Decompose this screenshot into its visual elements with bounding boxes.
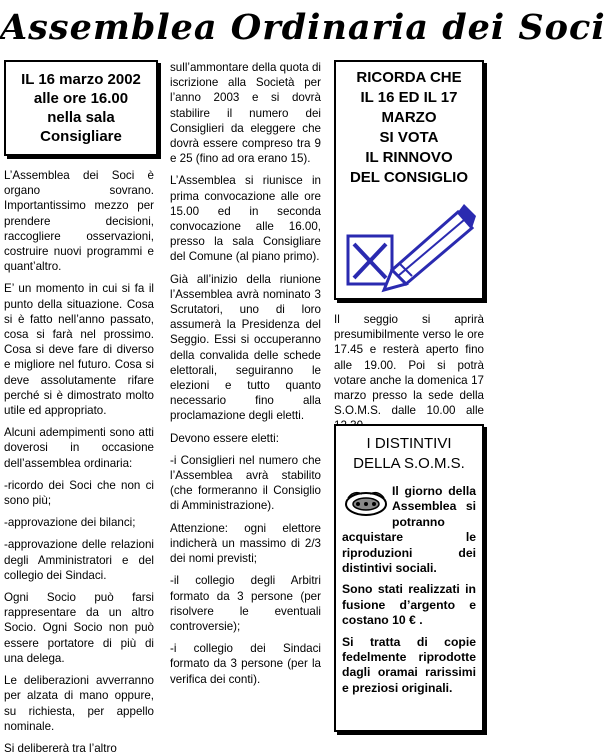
date-line-1: IL 16 marzo 2002 <box>21 71 141 88</box>
reminder-line-5: IL RINNOVO <box>365 149 453 166</box>
ballot-pen-icon <box>340 190 478 294</box>
paragraph: -i Consiglieri nel numero che l’Assemblea avrà stabilito (che formeranno il Consiglio di Amministrazione). <box>170 453 321 513</box>
date-line-2: alle ore 16.00 <box>33 90 129 107</box>
date-line-3: nella sala <box>47 109 115 126</box>
paragraph: Alcuni adempimenti sono atti doverosi in occasione dell’assemblea ordinaria: <box>4 426 154 470</box>
paragraph: -i collegio dei Sindaci formato da 3 persone (per la verifica dei conti). <box>170 642 321 686</box>
article-column-1 <box>4 168 154 755</box>
paragraph: L’Assemblea dei Soci è organo sovrano. Importantissimo mezzo per prendere decisioni, raccogliere osservazioni, costruire nuovi programmi e quant’altro. <box>4 169 154 274</box>
badges-box <box>334 424 484 732</box>
article-column-3 <box>334 312 484 420</box>
paragraph: Già all’inizio della riunione l’Assemblea avrà nominato 3 Scrutatori, uno di loro assumerà la Presidenza del Seggio. Essi si occuperanno della convalida delle schede elettorali, seguiranno le elezioni e tutto quanto necessario fino alla proclamazione degli eletti. <box>170 272 321 423</box>
reminder-line-3: MARZO <box>381 109 437 126</box>
article-column-2 <box>170 60 321 734</box>
date-line-4: Consigliare <box>40 128 122 145</box>
page-title: Assemblea Ordinaria dei Soci <box>0 7 606 48</box>
badges-heading-1: I DISTINTIVI <box>366 435 452 452</box>
reminder-line-4: SI VOTA <box>379 129 439 146</box>
badges-paragraph-2: Sono stati realizzati in fusione d’argento e costano 10 € . <box>342 582 476 628</box>
reminder-line-1: RICORDA CHE <box>356 69 462 86</box>
paragraph: Devono essere eletti: <box>170 431 279 445</box>
paragraph: Ogni Socio può farsi rappresentare da un altro Socio. Ogni Socio non può essere portatore di più di una delega. <box>4 591 154 665</box>
paragraph: L’Assemblea si riunisce in prima convocazione alle ore 15.00 ed in seconda convocazione alle 16.00, presso la sala Consigliare del Comune (al piano primo). <box>170 174 321 264</box>
paragraph: -approvazione dei bilanci; <box>4 516 136 530</box>
date-box <box>4 60 158 156</box>
badge-seal-icon <box>344 488 388 518</box>
paragraph: Attenzione: ogni elettore indicherà un massimo di 2/3 dei nomi previsti; <box>170 521 321 566</box>
paragraph: -il collegio degli Arbitri formato da 3 persone (per risolvere le eventuali controversie); <box>170 574 321 633</box>
paragraph: Le deliberazioni avverranno per alzata di mano oppure, su richiesta, per appello nominale. <box>4 674 154 733</box>
paragraph: -ricordo dei Soci che non ci sono più; <box>4 478 154 508</box>
reminder-box <box>334 60 484 300</box>
badges-heading-2: DELLA S.O.M.S. <box>353 455 465 472</box>
reminder-line-2: IL 16 ED IL 17 <box>360 89 458 106</box>
paragraph: E’ un momento in cui si fa il punto della situazione. Cosa si è fatto nell’anno passato, cosa si farà nel prossimo. Cosa si deve fare di diverso e migliore nel futuro. Cosa si deve assolutamente rifare perché si è dimostrato molto utile ed appropriato. <box>4 282 154 418</box>
paragraph: sull’ammontare della quota di iscrizione alla Società per l’anno 2003 e si dovrà stabilire il numero dei Consiglieri da eleggere che dovrà essere compreso tra 9 e 25 (fino ad ora erano 15). <box>170 61 321 166</box>
paragraph: -approvazione delle relazioni degli Amministratori e del collegio dei Sindaci. <box>4 538 154 582</box>
paragraph: Il seggio si aprirà presumibilmente verso le ore 17.45 e resterà aperto fino alle 19.00. Poi si potrà votare anche la domenica 17 marzo presso la sede della S.O.M.S. dalle 10.00 alle <box>334 313 484 418</box>
reminder-line-6: DEL CONSIGLIO <box>349 169 469 186</box>
badges-paragraph-1: Il giorno della Assemblea si potranno acquistare le riproduzioni dei distintivi sociali. <box>342 484 476 576</box>
badges-paragraph-3: Si tratta di copie fedelmente riprodotte dagli oramai rarissimi e preziosi originali. <box>342 634 476 695</box>
paragraph: Si delibererà tra l’altro <box>4 741 117 755</box>
